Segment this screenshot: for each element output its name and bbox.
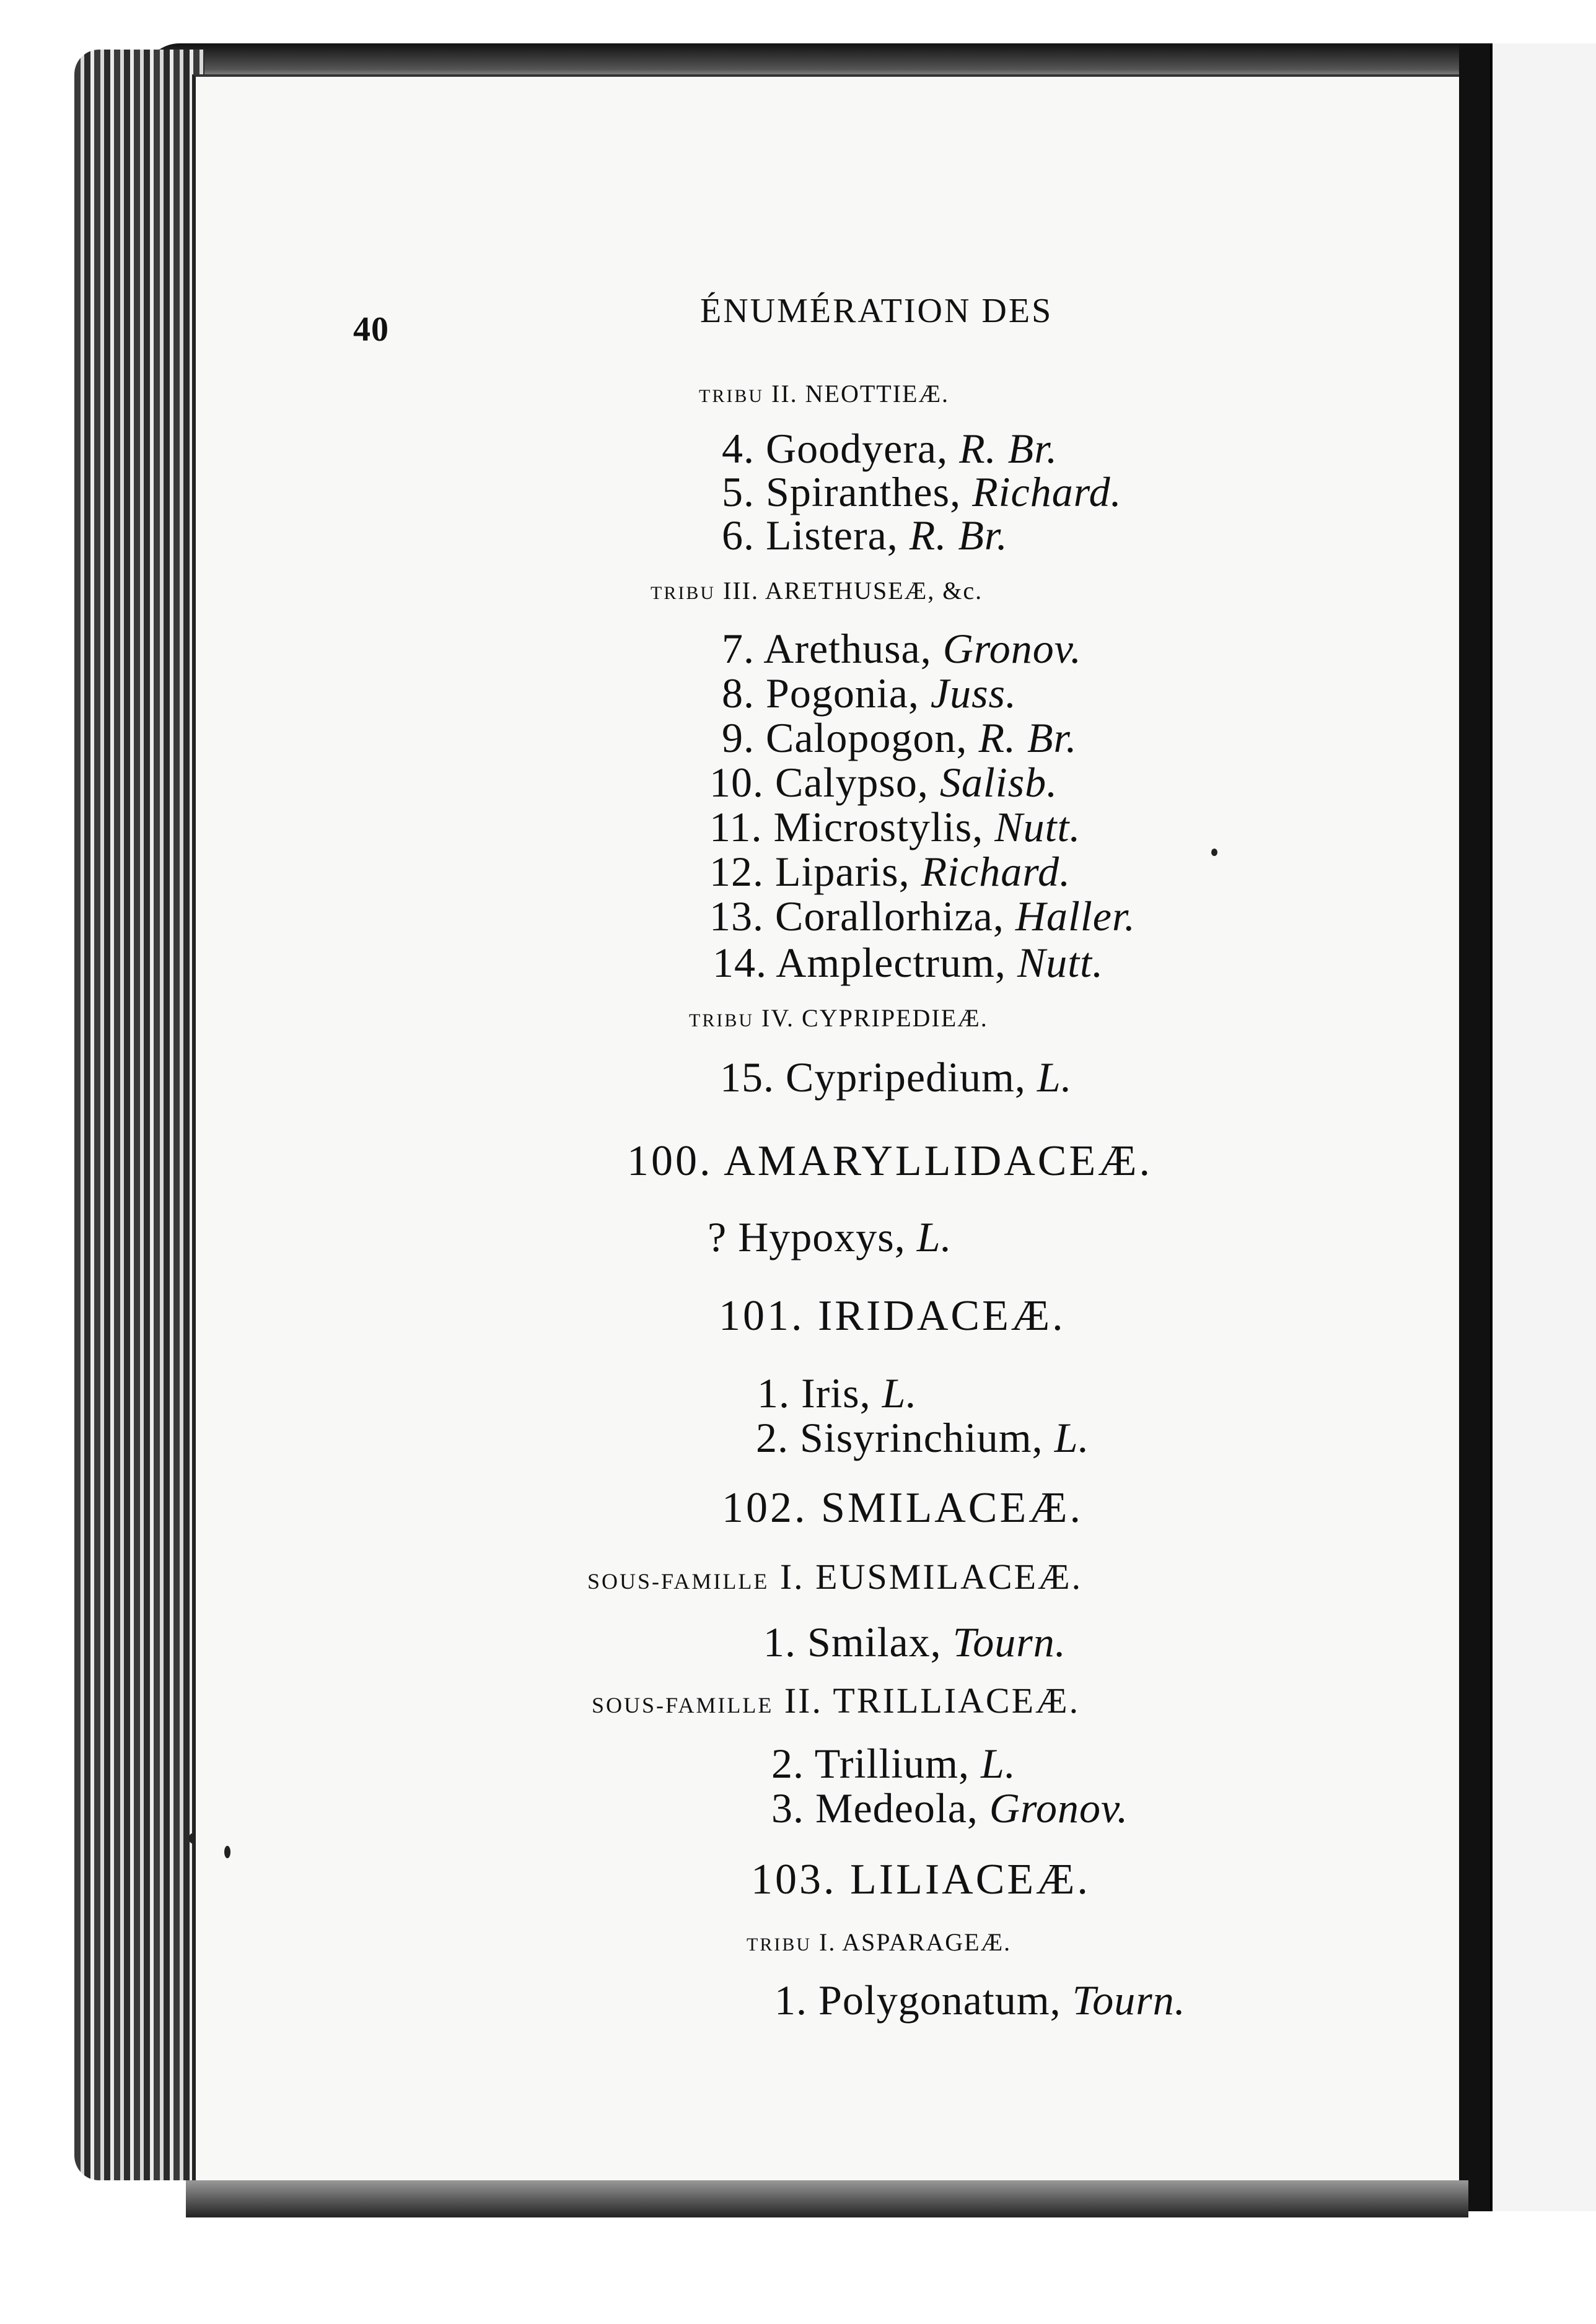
- genus-entry: [722, 424, 1058, 473]
- entry-number: 1.: [763, 1618, 796, 1666]
- running-head: ÉNUMÉRATION DES: [700, 292, 1053, 330]
- genus-entry: [709, 847, 1071, 896]
- entry-number: 13.: [709, 893, 764, 940]
- tribe-name: III. ARETHUSEÆ, &c.: [723, 577, 983, 605]
- genus-entry: [774, 1976, 1186, 2025]
- genus-name: Hypoxys,: [738, 1213, 906, 1260]
- genus-author: Nutt.: [1017, 939, 1104, 986]
- genus-author: Haller.: [1015, 893, 1136, 940]
- genus-entry: [756, 1413, 1090, 1462]
- genus-author: R. Br.: [959, 425, 1058, 472]
- genus-author: L.: [916, 1213, 952, 1260]
- entry-number: 5.: [722, 468, 755, 515]
- family-number: 100.: [627, 1137, 713, 1185]
- genus-name: Pogonia,: [766, 670, 919, 717]
- book-gutter: [1459, 43, 1490, 2211]
- genus-entry: [771, 1739, 1016, 1788]
- genus-name: Corallorhiza,: [775, 893, 1004, 940]
- family-heading: [627, 1137, 1152, 1186]
- genus-author: L.: [981, 1740, 1016, 1787]
- entry-number: 9.: [722, 714, 755, 761]
- subfamily-heading: [587, 1556, 1082, 1597]
- entry-number: 10.: [709, 759, 764, 806]
- genus-name: Spiranthes,: [766, 468, 962, 515]
- genus-entry: [763, 1618, 1066, 1667]
- genus-author: Juss.: [930, 670, 1017, 717]
- genus-author: Gronov.: [942, 625, 1082, 672]
- entry-number: 6.: [722, 512, 755, 559]
- ink-speck: [224, 1846, 230, 1858]
- genus-author: L.: [1037, 1054, 1072, 1101]
- genus-author: R. Br.: [978, 714, 1077, 761]
- genus-name: Medeola,: [815, 1784, 978, 1832]
- genus-entry: [757, 1369, 917, 1418]
- genus-name: Smilax,: [807, 1618, 942, 1666]
- genus-author: R. Br.: [909, 512, 1008, 559]
- ink-speck: [189, 1833, 195, 1843]
- subfamily-label: SOUS-FAMILLE: [587, 1569, 770, 1594]
- family-name: AMARYLLIDACEÆ.: [724, 1137, 1152, 1185]
- genus-author: Gronov.: [989, 1784, 1129, 1832]
- genus-entry: [722, 468, 1122, 517]
- genus-name: Microstylis,: [773, 803, 984, 850]
- family-name: IRIDACEÆ.: [818, 1292, 1066, 1340]
- entry-number: 2.: [771, 1740, 804, 1787]
- genus-name: Trillium,: [814, 1740, 970, 1787]
- genus-author: Richard.: [921, 848, 1071, 895]
- genus-name: Calopogon,: [766, 714, 968, 761]
- genus-entry: [708, 1213, 952, 1262]
- entry-number: 14.: [712, 939, 767, 986]
- genus-author: L.: [882, 1370, 918, 1417]
- genus-entry: [709, 758, 1058, 807]
- tribe-name: IV. CYPRIPEDIEÆ.: [761, 1004, 988, 1032]
- entry-number: 4.: [722, 425, 755, 472]
- page-number: 40: [353, 310, 389, 349]
- genus-author: Richard.: [972, 468, 1122, 515]
- tribe-heading: [747, 1928, 1011, 1957]
- subfamily-name: II. TRILLIACEÆ.: [784, 1680, 1081, 1721]
- genus-entry: [722, 714, 1077, 762]
- entry-number: 7.: [722, 625, 755, 672]
- tribe-name: II. NEOTTIEÆ.: [771, 380, 950, 408]
- ink-speck: [1211, 849, 1217, 856]
- subfamily-name: I. EUSMILACEÆ.: [779, 1557, 1083, 1597]
- tribe-label: TRIBU: [651, 583, 716, 603]
- family-heading: [722, 1483, 1083, 1533]
- genus-entry: [722, 511, 1008, 560]
- genus-author: Tourn.: [952, 1618, 1066, 1666]
- tribe-heading: [651, 576, 983, 605]
- genus-name: Calypso,: [775, 759, 929, 806]
- subfamily-heading: [592, 1680, 1080, 1721]
- genus-name: Listera,: [766, 512, 898, 559]
- family-number: 103.: [751, 1856, 837, 1903]
- genus-entry: [712, 938, 1103, 987]
- family-number: 102.: [722, 1484, 808, 1532]
- family-heading: [719, 1291, 1066, 1341]
- genus-entry: [722, 669, 1017, 718]
- tribe-heading: [689, 1003, 988, 1033]
- tribe-label: TRIBU: [747, 1934, 812, 1955]
- genus-name: Arethusa,: [763, 625, 932, 672]
- family-heading: [751, 1855, 1090, 1905]
- genus-author: Salisb.: [939, 759, 1058, 806]
- entry-number: 11.: [709, 803, 763, 850]
- genus-name: Cypripedium,: [786, 1054, 1026, 1101]
- genus-author: L.: [1054, 1414, 1090, 1461]
- entry-number: 8.: [722, 670, 755, 717]
- entry-number: 2.: [756, 1414, 789, 1461]
- genus-name: Polygonatum,: [818, 1977, 1061, 2024]
- tribe-heading: [699, 379, 949, 408]
- entry-number: 1.: [757, 1370, 790, 1417]
- genus-name: Sisyrinchium,: [800, 1414, 1043, 1461]
- entry-number: 15.: [720, 1054, 774, 1101]
- entry-number: 12.: [709, 848, 764, 895]
- family-name: LILIACEÆ.: [850, 1856, 1090, 1903]
- family-number: 101.: [719, 1292, 805, 1340]
- facing-page-edge: [1490, 43, 1596, 2211]
- genus-name: Amplectrum,: [776, 939, 1006, 986]
- tribe-label: TRIBU: [699, 386, 764, 406]
- subfamily-label: SOUS-FAMILLE: [592, 1693, 774, 1718]
- tribe-name: I. ASPARAGEÆ.: [819, 1928, 1012, 1956]
- genus-entry: [720, 1053, 1072, 1102]
- book-bottom-edge: [186, 2180, 1468, 2217]
- entry-number: 1.: [774, 1977, 807, 2024]
- book-page-edges: [74, 50, 204, 2180]
- family-name: SMILACEÆ.: [821, 1484, 1083, 1532]
- genus-entry: [722, 624, 1082, 673]
- genus-entry: [709, 803, 1081, 852]
- genus-author: Nutt.: [994, 803, 1081, 850]
- tribe-label: TRIBU: [689, 1010, 754, 1031]
- genus-name: Liparis,: [775, 848, 910, 895]
- genus-author: Tourn.: [1072, 1977, 1186, 2024]
- entry-number: ?: [708, 1213, 727, 1260]
- genus-name: Iris,: [801, 1370, 871, 1417]
- genus-name: Goodyera,: [766, 425, 949, 472]
- entry-number: 3.: [771, 1784, 804, 1832]
- genus-entry: [709, 892, 1136, 941]
- genus-entry: [771, 1784, 1128, 1833]
